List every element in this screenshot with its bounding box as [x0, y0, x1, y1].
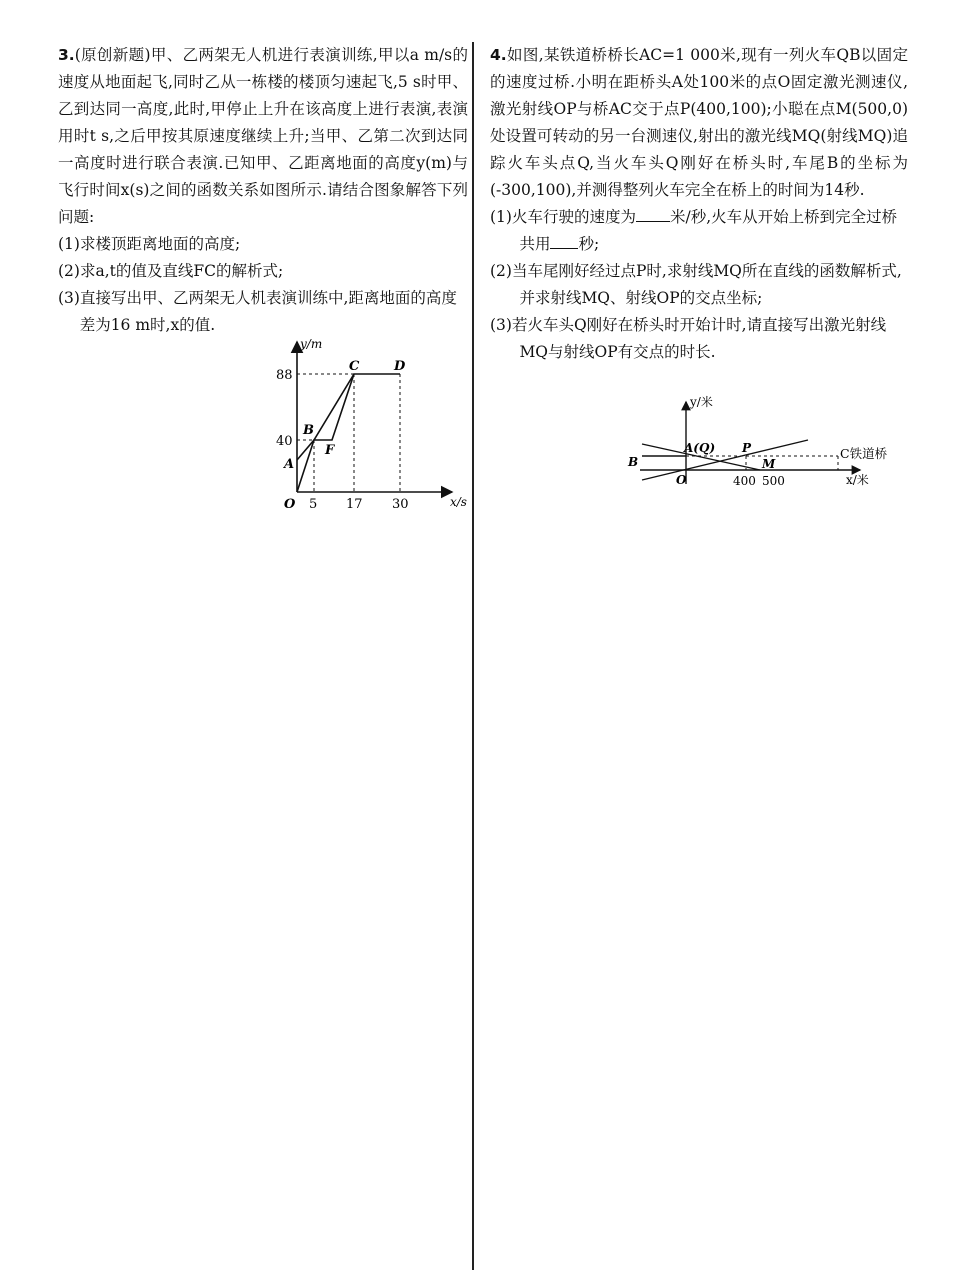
question-4 [490, 42, 908, 366]
question-3-item-3: (3)直接写出甲、乙两架无人机表演训练中,距离地面的高度差为16 m时,x的值. [58, 289, 457, 334]
x-tick-17: 17 [346, 497, 363, 512]
answer-blank-time [550, 232, 578, 249]
question-4-item-1: (1)火车行驶的速度为 米/秒,火车从开始上桥到完全过桥共用 秒; [490, 204, 908, 258]
question-3-stem [58, 42, 468, 231]
question-3 [58, 42, 468, 339]
origin-label: O [284, 497, 296, 512]
x-tick-30: 30 [392, 497, 409, 512]
question-4-text: 如图,某铁道桥桥长AC=1 000米,现有一列火车QB以固定的速度过桥.小明在距桥头A处100米的点O固定激光测速仪,激光射线OP与桥AC交于点P(400,100);小聪在点M(500,0)处设置可转动的另一台测速仪,射出的激光线MQ(射线MQ)追踪火车头点Q,当火车头Q刚好在桥头时,车尾B的坐标为(-300,100),并测得整列火车完全在桥上的时间为14秒. [490, 46, 908, 199]
point-a-label: A [284, 457, 295, 472]
point-c-label: C [349, 359, 360, 374]
x-axis-label: x/s [450, 495, 467, 509]
label-c-bridge: C铁道桥 [840, 446, 888, 461]
answer-blank-speed [636, 205, 670, 222]
tick-400: 400 [733, 474, 756, 488]
label-m: M [762, 457, 776, 471]
y-axis-label: y/m [300, 337, 323, 351]
question-3-item-2: (2)求a,t的值及直线FC的解析式; [58, 262, 284, 280]
question-4-stem [490, 42, 908, 204]
q4-origin-label: O [676, 473, 687, 487]
question-3-graph [262, 330, 472, 520]
question-4-item-3: (3)若火车头Q刚好在桥头时开始计时,请直接写出激光射线MQ与射线OP有交点的时长. [490, 316, 887, 361]
q4-x-axis-label: x/米 [846, 473, 869, 487]
column-divider [472, 42, 474, 1270]
question-3-item-1: (1)求楼顶距离地面的高度; [58, 235, 241, 253]
y-tick-40: 40 [276, 434, 293, 449]
point-d-label: D [394, 359, 406, 374]
question-4-figure [620, 392, 910, 497]
point-f-label: F [325, 443, 335, 458]
label-aq: A(Q) [684, 441, 716, 455]
point-b-label: B [303, 423, 314, 438]
question-4-number: 4. [490, 46, 507, 64]
label-p: P [742, 441, 752, 455]
label-b: B [628, 455, 639, 469]
tick-500: 500 [762, 474, 785, 488]
x-tick-5: 5 [309, 497, 318, 512]
question-3-text: (原创新题)甲、乙两架无人机进行表演训练,甲以a m/s的速度从地面起飞,同时乙从一栋楼的楼顶匀速起飞,5 s时甲、乙到达同一高度,此时,甲停止上升在该高度上进行表演,表演用时t s,之后甲按其原速度继续上升;当甲、乙第二次到达同一高度时进行联合表演.已知甲、乙距离地面的高度y(m)与飞行时间x(s)之间的函数关系如图所示.请结合图象解答下列问题: [58, 46, 468, 226]
q4-y-axis-label: y/米 [690, 395, 713, 409]
question-4-item-2: (2)当车尾刚好经过点P时,求射线MQ所在直线的函数解析式,并求射线MQ、射线OP的交点坐标; [490, 262, 902, 307]
y-tick-88: 88 [276, 368, 293, 383]
question-3-number: 3. [58, 46, 75, 64]
